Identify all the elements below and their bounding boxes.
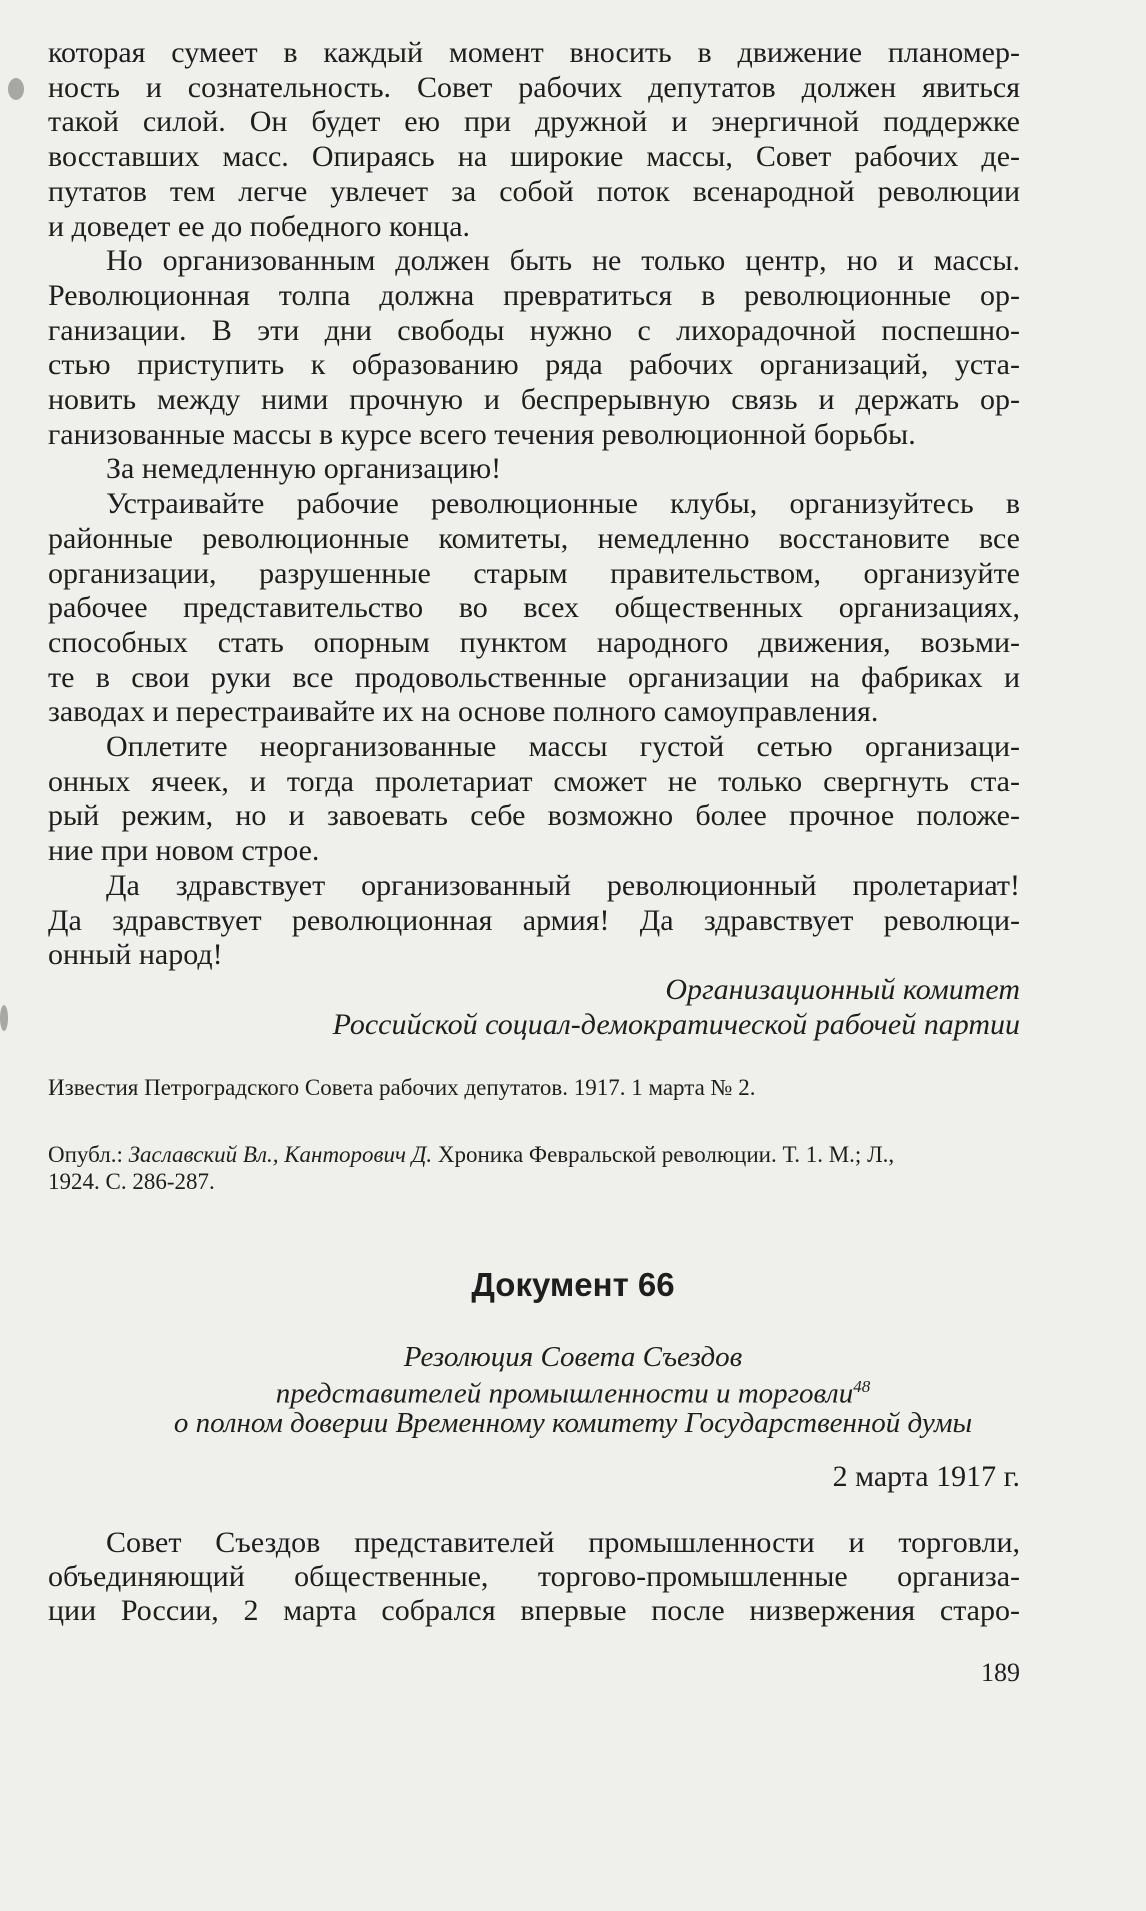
text-line: Совет Съездов представителей промышленности и торговли, <box>106 1526 1020 1559</box>
document-date: 2 марта 1917 г. <box>832 1460 1020 1493</box>
text-line: объединяющий общественные, торгово-промышленные организа- <box>48 1560 1020 1593</box>
publication-authors: Заславский Вл., Канторович Д. <box>128 1142 433 1167</box>
publication-prefix: Опубл.: <box>48 1142 129 1167</box>
text-line: новить между ними прочную и беспрерывную связь и держать ор- <box>48 383 1020 416</box>
publication-title: Хроника Февральской революции. Т. 1. М.; Л., <box>432 1142 895 1167</box>
scan-blot <box>0 1005 8 1031</box>
text-line: заводах и перестраивайте их на основе полного самоуправления. <box>48 695 879 729</box>
text-line: Да здравствует организованный революционный пролетариат! <box>106 868 1020 902</box>
text-line: За немедленную организацию! <box>106 452 502 486</box>
text-line: районные революционные комитеты, немедленно восстановите все <box>48 521 1020 555</box>
text-line: ганизации. В эти дни свободы нужно с лихорадочной поспешно- <box>48 313 1020 347</box>
text-line: онных ячеек, и тогда пролетариат сможет не только свергнуть ста- <box>48 764 1020 798</box>
text-line: восставших масс. Опираясь на широкие массы, Совет рабочих де- <box>48 140 1020 174</box>
source-newspaper: Известия Петроградского Совета рабочих депутатов. 1917. 1 марта № 2. <box>48 1075 756 1100</box>
text-line: ции России, 2 марта собрался впервые после низвержения старо- <box>48 1594 1020 1627</box>
footnote-reference[interactable]: 48 <box>853 1377 871 1396</box>
text-line: ние при новом строе. <box>48 834 320 868</box>
text-line: онный народ! <box>48 938 223 972</box>
text-line: Оплетите неорганизованные массы густой сетью организаци- <box>106 730 1020 763</box>
source-citation <box>48 1074 756 1102</box>
text-line: те в свои руки все продовольственные организации на фабриках и <box>48 660 1020 694</box>
text-line: и доведет ее до победного конца. <box>48 209 471 243</box>
text-line: Революционная толпа должна превратиться в революционные ор- <box>48 278 1020 312</box>
text-line: организации, разрушенные старым правительством, организуйте <box>48 556 1020 590</box>
text-line: рабочее представительство во всех общественных организациях, <box>48 591 1020 625</box>
text-line: стью приступить к образованию ряда рабочих организаций, уста- <box>48 348 1020 382</box>
text-line: такой силой. Он будет ею при дружной и энергичной поддержке <box>48 105 1020 139</box>
text-line: путатов тем легче увлечет за собой поток всенародной революции <box>48 174 1020 208</box>
publication-citation <box>48 1141 894 1169</box>
text-line: Да здравствует революционная армия! Да здравствует революци- <box>48 903 1020 937</box>
document-title-line: о полном доверии Временному комитету Государственной думы <box>173 1407 973 1439</box>
signature-line: Организационный комитет <box>665 973 1020 1006</box>
text-line: Но организованным должен быть не только центр, но и массы. <box>106 244 1020 278</box>
page-number: 189 <box>981 1658 1020 1687</box>
text-line: Устраивайте рабочие революционные клубы, организуйтесь в <box>106 487 1020 521</box>
publication-citation-line2: 1924. С. 286-287. <box>48 1169 215 1194</box>
text-line: ганизованные массы в курсе всего течения революционной борьбы. <box>48 417 916 451</box>
text-line: которая сумеет в каждый момент вносить в движение планомер- <box>48 36 1020 69</box>
text-line: рый режим, но и завоевать себе возможно более прочное положе- <box>48 799 1020 833</box>
document-title-line: Резолюция Совета Съездов <box>403 1341 743 1373</box>
document-heading: Документ 66 <box>471 1266 675 1303</box>
scan-blot <box>8 78 24 100</box>
document-title-text: представителей промышленности и торговли <box>275 1377 854 1410</box>
document-title-line <box>0 1371 1146 1410</box>
text-line: ность и сознательность. Совет рабочих депутатов должен явиться <box>48 70 1020 104</box>
signature-line: Российской социал-демократической рабочей партии <box>332 1008 1020 1041</box>
text-line: способных стать опорным пунктом народного движения, возьми- <box>48 625 1020 659</box>
